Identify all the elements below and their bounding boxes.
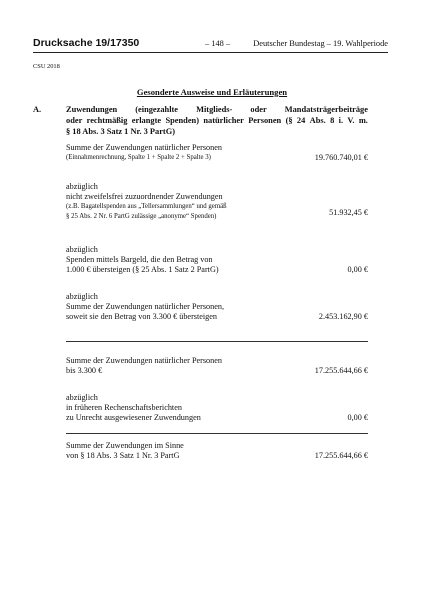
item-text: Spenden mittels Bargeld, die den Betrag von (66, 255, 213, 264)
item-text: abzüglich (66, 182, 98, 191)
item-bargeld (66, 245, 368, 275)
section-a-label: A. (33, 105, 42, 114)
item-amount: 17.255.644,66 € (314, 451, 368, 460)
item-amount: 2.453.162,90 € (318, 312, 368, 321)
item-text: Summe der Zuwendungen natürlicher Personen (66, 356, 222, 365)
section-a-title-line-3: § 18 Abs. 3 Satz 1 Nr. 3 PartG) (66, 127, 176, 136)
title-word: m. (358, 116, 368, 125)
title-word: (eingezahlte (135, 105, 179, 114)
section-a-title (66, 104, 368, 137)
document-number-value: 17350 (110, 37, 140, 49)
item-text: abzüglich (66, 393, 98, 402)
page-number: – 148 – (205, 39, 231, 48)
item-text: abzüglich (66, 245, 98, 254)
item-frueher-unrecht (66, 393, 368, 423)
title-word: oder (250, 105, 267, 114)
title-word: (§ (285, 116, 293, 125)
item-text: bis 3.300 € (66, 366, 103, 375)
title-word: erlangte (131, 116, 162, 125)
party-year: CSU 2018 (33, 63, 60, 70)
section-a-title-line-1 (66, 104, 368, 115)
item-amount: 0,00 € (347, 265, 368, 274)
title-word: Mandatsträgerbeiträge (284, 105, 368, 114)
title-word: Personen (248, 116, 282, 125)
parliament-period: Deutscher Bundestag – 19. Wahlperiode (253, 39, 388, 48)
item-summe-im-sinne (66, 441, 368, 461)
item-nicht-zuzuordnen (66, 182, 368, 222)
title-word: Zuwendungen (66, 105, 118, 114)
header-rule (33, 52, 388, 53)
item-text: abzüglich (66, 292, 98, 301)
item-amount: 17.255.644,66 € (314, 366, 368, 375)
title-word: Abs. (309, 116, 326, 125)
item-summe-zuwendungen (66, 143, 368, 163)
item-text: Summe der Zuwendungen natürlicher Personen, (66, 302, 225, 311)
item-note: (z.B. Bagatellspenden aus „Tellersammlungen“ und gemäß (66, 203, 227, 210)
section-a-title-line-2 (66, 115, 368, 126)
item-text: von § 18 Abs. 3 Satz 1 Nr. 3 PartG (66, 451, 180, 460)
section-heading: Gesonderte Ausweise und Erläuterungen (136, 87, 288, 97)
item-amount: 19.760.740,01 € (314, 153, 368, 162)
item-bis-3300 (66, 356, 368, 376)
item-text: zu Unrecht ausgewiesener Zuwendungen (66, 413, 201, 422)
item-ueber-3300 (66, 292, 368, 322)
page-header (33, 37, 388, 51)
item-text: 1.000 € übersteigen (§ 25 Abs. 1 Satz 2 PartG) (66, 265, 219, 274)
document-number-prefix: Drucksache 19/ (33, 37, 111, 49)
title-word: i. (338, 116, 344, 125)
document-number (33, 37, 139, 49)
item-amount: 0,00 € (347, 413, 368, 422)
title-word: rechtmäßig (86, 116, 128, 125)
item-text: in früheren Rechenschaftsberichten (66, 403, 182, 412)
divider-rule (66, 341, 368, 342)
item-amount: 51.932,45 € (329, 208, 368, 217)
divider-rule (66, 433, 368, 434)
item-text: Summe der Zuwendungen natürlicher Personen (66, 143, 222, 152)
title-word: 8 (330, 116, 335, 125)
title-word: oder (66, 116, 83, 125)
item-note: (Einnahmenrechnung, Spalte 1 + Spalte 2 + Spalte 3) (66, 154, 211, 161)
item-text: soweit sie den Betrag von 3.300 € übersteigen (66, 312, 217, 321)
item-text: nicht zweifelsfrei zuzuordnender Zuwendungen (66, 192, 223, 201)
title-word: 24 (296, 116, 306, 125)
title-word: natürlicher (203, 116, 244, 125)
title-word: Mitglieds- (196, 105, 233, 114)
item-note: § 25 Abs. 2 Nr. 6 PartG zulässige „anonyme“ Spenden) (66, 213, 217, 220)
item-text: Summe der Zuwendungen im Sinne (66, 441, 184, 450)
title-word: Spenden) (165, 116, 199, 125)
title-word: V. (347, 116, 355, 125)
